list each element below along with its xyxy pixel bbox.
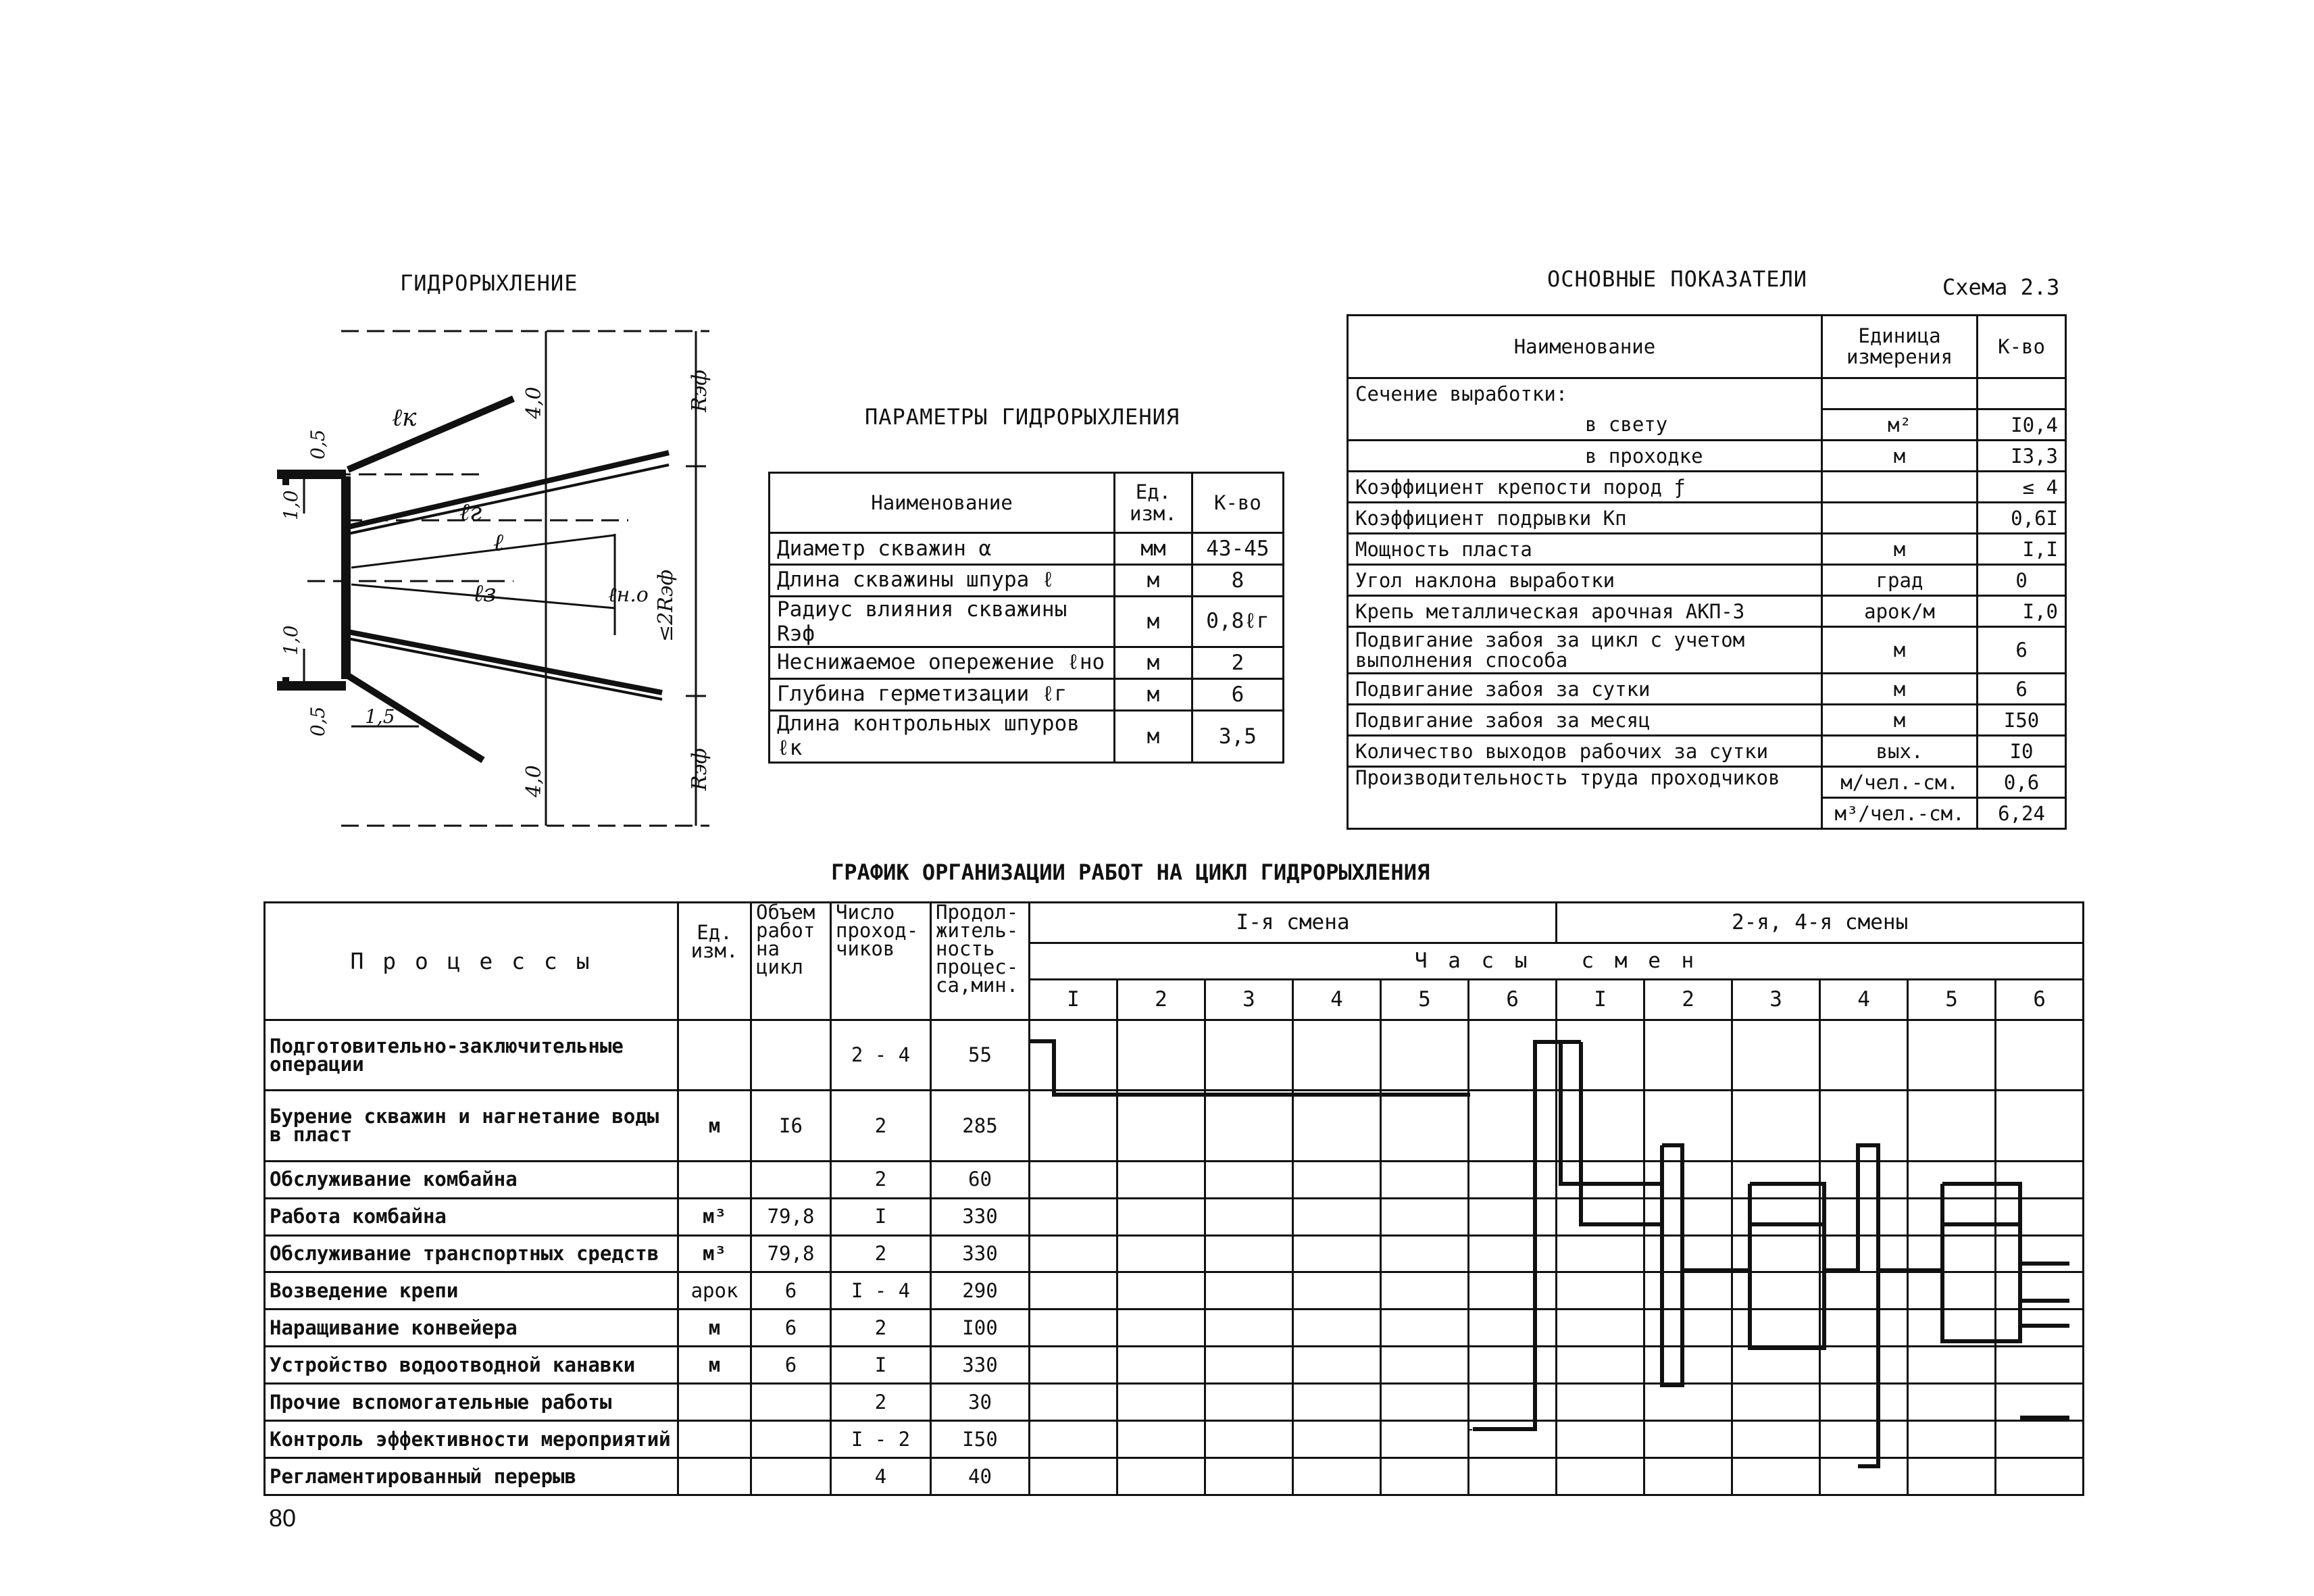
label-d05b: 0,5 xyxy=(307,706,329,737)
table-row: Регламентированный перерыв 4 40 xyxy=(265,1458,2084,1495)
label-d40b: 4,0 xyxy=(522,765,546,797)
diagram-title: ГИДРОРЫХЛЕНИЕ xyxy=(400,270,578,296)
table-row: Количество выходов рабочих за сутки вых. I0 xyxy=(1348,736,2066,767)
label-d15: 1,5 xyxy=(365,705,395,728)
table-row: Контроль эффективности мероприятий I - 2 I50 xyxy=(265,1421,2084,1458)
label-l-g: ℓг xyxy=(459,499,482,526)
schedule-table xyxy=(263,901,2084,1496)
sched-header-volume: Объем работ на цикл xyxy=(751,903,831,1020)
hour-label: 4 xyxy=(1293,980,1381,1020)
params-header-qty: К-во xyxy=(1192,473,1283,533)
table-row: Мощность пласта м I,I xyxy=(1348,534,2066,565)
table-row: Подвигание забоя за месяц м I50 xyxy=(1348,705,2066,736)
label-d05a: 0,5 xyxy=(307,429,329,459)
params-header-name: Наименование xyxy=(770,473,1115,533)
table-row: Бурение скважин и нагнетание воды в пласт м I6 2 285 xyxy=(265,1091,2084,1161)
hour-label: 3 xyxy=(1732,980,1820,1020)
table-row: м³/чел.-см. 6,24 xyxy=(1348,798,2066,829)
table-row: Наращивание конвейера м 6 2 I00 xyxy=(265,1310,2084,1347)
table-row: Прочие вспомогательные работы 2 30 xyxy=(265,1384,2084,1421)
table-row: Глубина герметизации ℓг м 6 xyxy=(770,679,1284,711)
table-row: Обслуживание транспортных средств м³ 79,8 2 330 xyxy=(265,1235,2084,1272)
label-r-bot: Rэф xyxy=(688,748,711,791)
table-row: Подготовительно-заключительные операции 2 - 4 55 xyxy=(265,1020,2084,1091)
table-row: Устройство водоотводной канавки м 6 I 330 xyxy=(265,1347,2084,1384)
table-row: Крепь металлическая арочная АКП-3 арок/м I,0 xyxy=(1348,596,2066,627)
label-l-no: ℓн.о xyxy=(608,583,649,607)
sched-header-hours: Ч а с ы с м е н xyxy=(1030,943,2084,980)
hour-label: I xyxy=(1030,980,1117,1020)
label-d10b: 1,0 xyxy=(280,625,302,655)
hour-label: 6 xyxy=(1469,980,1557,1020)
table-row: Длина контрольных шпуров ℓк м 3,5 xyxy=(770,711,1284,763)
table-row: Диаметр скважин α мм 43-45 xyxy=(770,533,1284,565)
params-header-unit: Ед. изм. xyxy=(1115,473,1192,533)
indicators-table xyxy=(1347,314,2067,830)
table-row: в свету м² I0,4 xyxy=(1348,409,2066,441)
table-row: Радиус влияния скважины Rэф м 0,8ℓг xyxy=(770,597,1284,647)
sched-header-unit: Ед. изм. xyxy=(678,903,751,1020)
table-row: в проходке м I3,3 xyxy=(1348,441,2066,472)
label-d40a: 4,0 xyxy=(522,386,546,419)
table-row: Работа комбайна м³ 79,8 I 330 xyxy=(265,1198,2084,1235)
label-two-r: ≤2Rэф xyxy=(654,569,678,642)
table-row: Угол наклона выработки град 0 xyxy=(1348,565,2066,596)
hour-label: 5 xyxy=(1381,980,1469,1020)
hydro-loosening-diagram xyxy=(263,318,736,845)
ind-header-unit: Единица измерения xyxy=(1821,316,1977,378)
label-l: ℓ xyxy=(493,529,503,557)
sched-header-duration: Продол- житель- ность процес- са,мин. xyxy=(931,903,1030,1020)
params-title: ПАРАМЕТРЫ ГИДРОРЫХЛЕНИЯ xyxy=(865,404,1180,430)
sched-header-process: П р о ц е с с ы xyxy=(265,903,678,1020)
schedule-title: ГРАФИК ОРГАНИЗАЦИИ РАБОТ НА ЦИКЛ ГИДРОРЫХЛЕНИЯ xyxy=(831,859,1430,885)
table-row: Коэффициент подрывки Kп 0,6I xyxy=(1348,503,2066,534)
label-r-top: Rэф xyxy=(688,370,711,412)
table-row: Неснижаемое опережение ℓно м 2 xyxy=(770,647,1284,679)
table-row: Подвигание забоя за сутки м 6 xyxy=(1348,674,2066,705)
table-row: Обслуживание комбайна 2 60 xyxy=(265,1161,2084,1198)
table-row: Длина скважины шпура ℓ м 8 xyxy=(770,565,1284,597)
hour-label: 5 xyxy=(1908,980,1996,1020)
indicators-title: ОСНОВНЫЕ ПОКАЗАТЕЛИ xyxy=(1547,266,1808,292)
page-number: 80 xyxy=(269,1504,297,1532)
table-row: Коэффициент крепости пород ƒ ≤ 4 xyxy=(1348,472,2066,503)
params-table xyxy=(768,472,1284,764)
table-row: Подвигание забоя за цикл с учетом выполнения способа м 6 xyxy=(1348,627,2066,674)
scheme-label: Схема 2.3 xyxy=(1942,274,2060,300)
hour-label: 4 xyxy=(1820,980,1908,1020)
sched-header-shift2: 2-я, 4-я смены xyxy=(1557,903,2084,943)
hour-label: 2 xyxy=(1117,980,1205,1020)
hour-label: 2 xyxy=(1644,980,1732,1020)
table-row: Возведение крепи арок 6 I - 4 290 xyxy=(265,1272,2084,1310)
ind-header-qty: К-во xyxy=(1978,316,2066,378)
label-l-z: ℓз xyxy=(473,580,497,607)
hour-label: 3 xyxy=(1205,980,1293,1020)
hour-label: I xyxy=(1557,980,1644,1020)
hour-label: 6 xyxy=(1996,980,2084,1020)
label-l-k: ℓк xyxy=(392,404,417,432)
table-row: Производительность труда проходчиков м/чел.-см. 0,6 xyxy=(1348,767,2066,798)
label-d10a: 1,0 xyxy=(280,490,302,520)
table-row: Сечение выработки: xyxy=(1348,378,2066,409)
ind-header-name: Наименование xyxy=(1348,316,1822,378)
sched-header-shift1: I-я смена xyxy=(1030,903,1557,943)
sched-header-workers: Число проход- чиков xyxy=(831,903,931,1020)
